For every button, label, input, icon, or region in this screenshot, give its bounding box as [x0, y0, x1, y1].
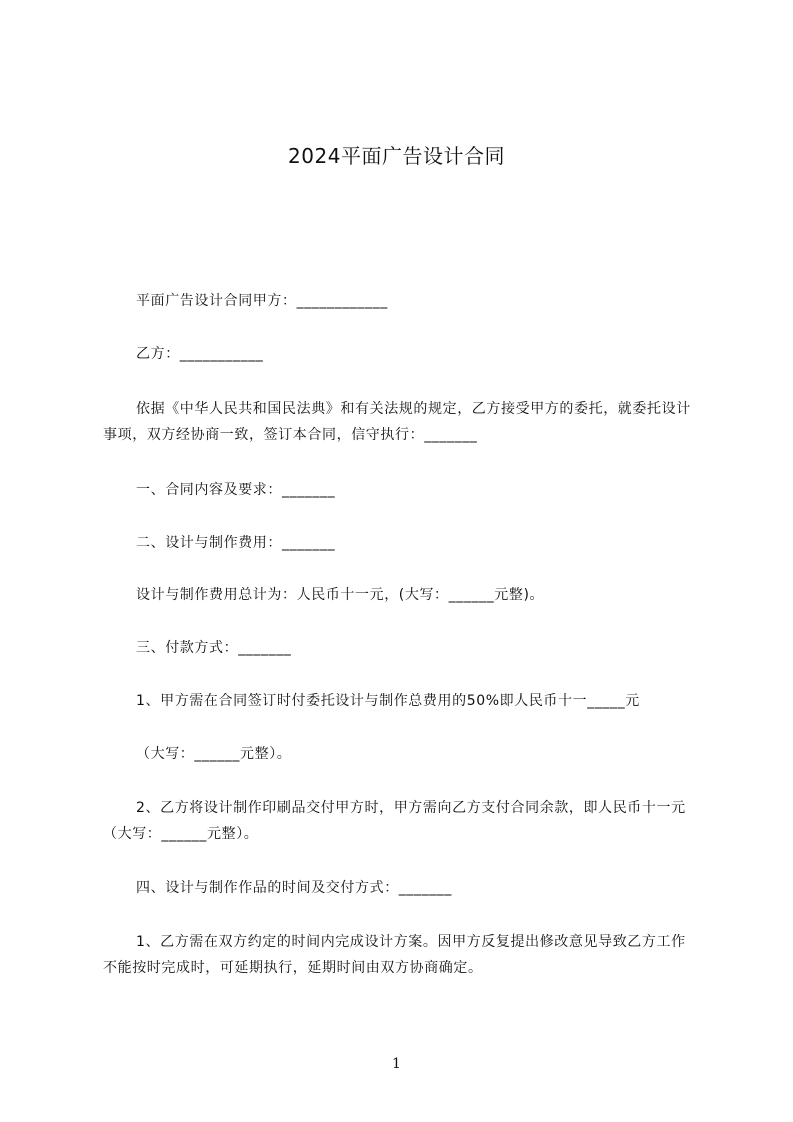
party-a-line: 平面广告设计合同甲方：____________ — [136, 293, 388, 309]
preamble-paragraph: 依据《中华人民共和国民法典》和有关法规的规定，乙方接受甲方的委托，就委托设计事项，双方经协商一致，签订本合同，信守执行：_______ — [103, 401, 691, 443]
section-two-heading: 二、设计与制作费用：_______ — [136, 535, 336, 551]
payment-item-one: 1、甲方需在合同签订时付委托设计与制作总费用的50%即人民币十一_____元 — [136, 693, 640, 709]
payment-item-two: 2、乙方将设计制作印刷品交付甲方时，甲方需向乙方支付合同余款，即人民币十一元（大写：______元整）。 — [103, 800, 686, 842]
section-three-heading: 三、付款方式：_______ — [136, 640, 292, 656]
party-b-line: 乙方：___________ — [136, 346, 264, 362]
document-title: 2024平面广告设计合同 — [288, 144, 505, 168]
section-four-heading: 四、设计与制作作品的时间及交付方式：_______ — [136, 880, 452, 896]
total-fee-paragraph: 设计与制作费用总计为：人民币十一元，(大写：______元整)。 — [136, 587, 545, 603]
page-number: 1 — [392, 1056, 401, 1072]
section-one-heading: 一、合同内容及要求：_______ — [136, 482, 336, 498]
delivery-item-one: 1、乙方需在双方约定的时间内完成设计方案。因甲方反复提出修改意见导致乙方工作不能按时完成时，可延期执行，延期时间由双方协商确定。 — [103, 934, 686, 976]
payment-item-one-capital: （大写：______元整）。 — [136, 746, 292, 762]
